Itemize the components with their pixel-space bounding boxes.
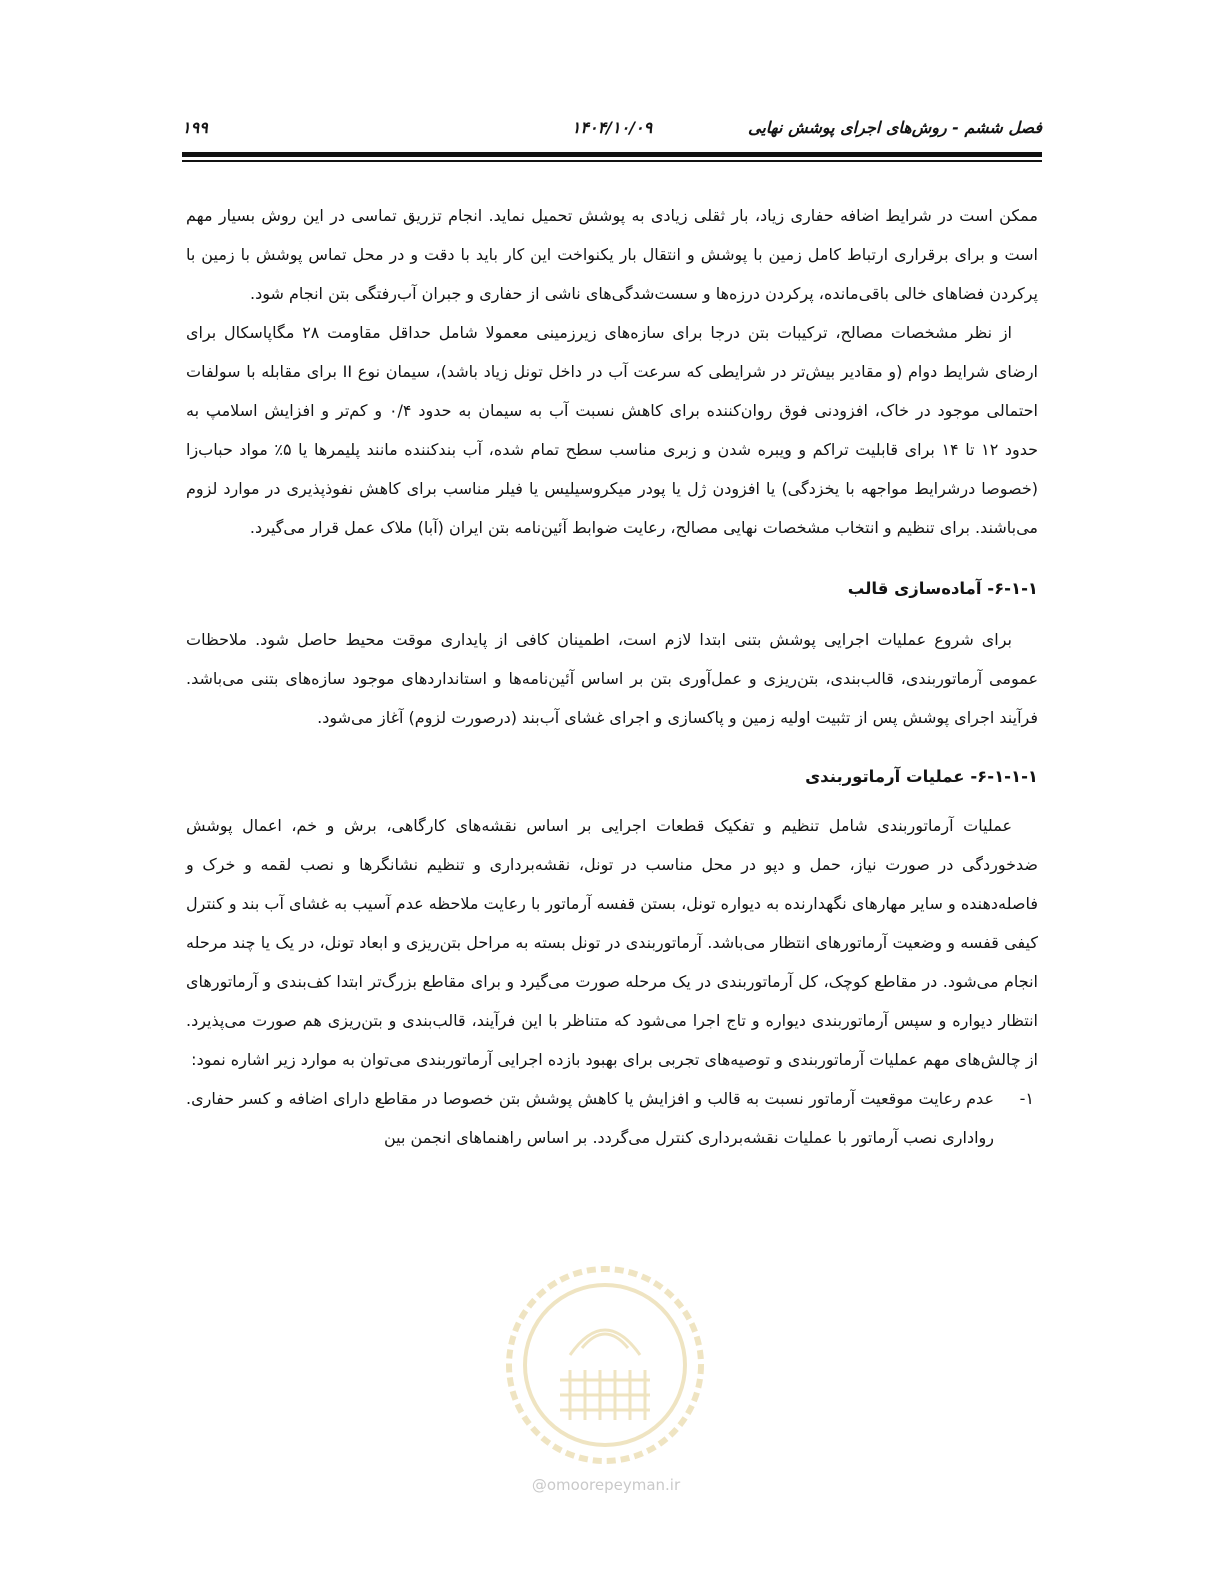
header-rule-thick: [182, 152, 1042, 157]
page-number: ۱۹۹: [182, 118, 208, 137]
paragraph-4: عملیات آرماتوربندی شامل تنظیم و تفکیک قطعات اجرایی بر اساس نقشه‌های کارگاهی، برش و خم، اعمال پوشش ضدخوردگی در صورت نیاز، حمل و دپو در محل مناسب در تونل، نقشه‌برداری و تنظیم نشانگرها و نصب لقمه و خرک و فاصله‌دهنده و سایر مهارهای نگهدارنده به دیواره تونل، بستن قفسه آرماتور با رعایت ملاحظه عدم آسیب به غشای آب بند و کنترل کیفی قفسه و وضعیت آرماتورهای انتظار می‌باشد. آرماتوربندی در تونل بسته به مراحل بتن‌ریزی و ابعاد تونل، در یک یا چند مرحله انجام می‌شود. در مقاطع کوچک، کل آرماتوربندی در یک مرحله صورت می‌گیرد و برای مقاطع بزرگ‌تر ابتدا کف‌بندی و آرماتورهای انتظار دیواره و سپس آرماتوربندی دیواره و تاج اجرا می‌شود که متناظر با این فرآیند، قالب‌بندی و بتن‌ریزی هم صورت می‌پذیرد. از چالش‌های مهم عملیات آرماتوربندی و توصیه‌های تجربی برای بهبود بازده اجرایی آرماتوربندی می‌توان به موارد زیر اشاره نمود:: [186, 816, 1038, 1069]
paragraph-3: برای شروع عملیات اجرایی پوشش بتنی ابتدا لازم است، اطمینان کافی از پایداری موقت محیط حاصل شود. ملاحظات عمومی آرماتوربندی، قالب‌بندی، بتن‌ریزی و عمل‌آوری بتن بر اساس آئین‌نامه‌ها و استانداردهای موجود سازه‌های بتنی می‌باشد. فرآیند اجرای پوشش پس از تثبیت اولیه زمین و پاکسازی و اجرای غشای آب‌بند (درصورت لزوم) آغاز می‌شود.: [186, 630, 1038, 727]
header-rule-thin: [182, 160, 1042, 162]
section-heading: ۶-۱-۱- آماده‌سازی قالب: [847, 579, 1038, 598]
page-content: [186, 196, 1038, 1157]
watermark-logo: [500, 1260, 710, 1470]
list-item-number: ۱-: [1019, 1089, 1034, 1108]
chapter-title: فصل ششم - روش‌های اجرای پوشش نهایی: [748, 118, 1042, 137]
watermark-url: @omoorepeyman.ir: [531, 1476, 681, 1494]
paragraph-1: ممکن است در شرایط اضافه حفاری زیاد، بار ثقلی زیادی به پوشش تحمیل نماید. انجام تزریق تماسی در این روش بسیار مهم است و برای برقراری ارتباط کامل زمین با پوشش و انتقال بار یکنواخت این کار باید با دقت و در محل تماس پوشش با زمین با پرکردن فضاهای خالی باقی‌مانده، پرکردن درزه‌ها و سست‌شدگی‌های ناشی از حفاری و جبران آب‌رفتگی بتن انجام شود.: [186, 206, 1038, 303]
list-item-text: عدم رعایت موقعیت آرماتور نسبت به قالب و افزایش یا کاهش پوشش بتن خصوصا در مقاطع دارای اضافه و کسر حفاری. رواداری نصب آرماتور با عملیات نقشه‌برداری کنترل می‌گردد. بر اساس راهنماهای انجمن بین: [186, 1089, 994, 1147]
running-header: [182, 118, 1042, 148]
paragraph-2: از نظر مشخصات مصالح، ترکیبات بتن درجا برای سازه‌های زیرزمینی معمولا شامل حداقل مقاومت ۲۸ مگاپاسکال برای ارضای شرایط دوام (و مقادیر بیش‌تر در شرایطی که سرعت آب در داخل تونل زیاد باشد)، سیمان نوع II برای مقابله با سولفات احتمالی موجود در خاک، افزودنی فوق روان‌کننده برای کاهش نسبت آب به سیمان به حدود ۰/۴ و کم‌تر و افزایش اسلامپ به حدود ۱۲ تا ۱۴ برای قابلیت تراکم و ویبره شدن و زبری مناسب سطح تمام شده، آب بندکننده مانند پلیمرها یا ۵٪ مواد حباب‌زا (خصوصا درشرایط مواجهه با یخزدگی) یا افزودن ژل یا پودر میکروسیلیس یا فیلر مناسب برای کاهش نفوذپذیری در موارد لزوم می‌باشند. برای تنظیم و انتخاب مشخصات نهایی مصالح، رعایت ضوابط آئین‌نامه بتن ایران (آبا) ملاک عمل قرار می‌گیرد.: [186, 323, 1039, 537]
list-item: [186, 1079, 1038, 1157]
subsection-heading: ۶-۱-۱-۱- عملیات آرماتوربندی: [805, 767, 1038, 786]
header-date: ۱۴۰۴/۱۰/۰۹: [571, 118, 653, 137]
